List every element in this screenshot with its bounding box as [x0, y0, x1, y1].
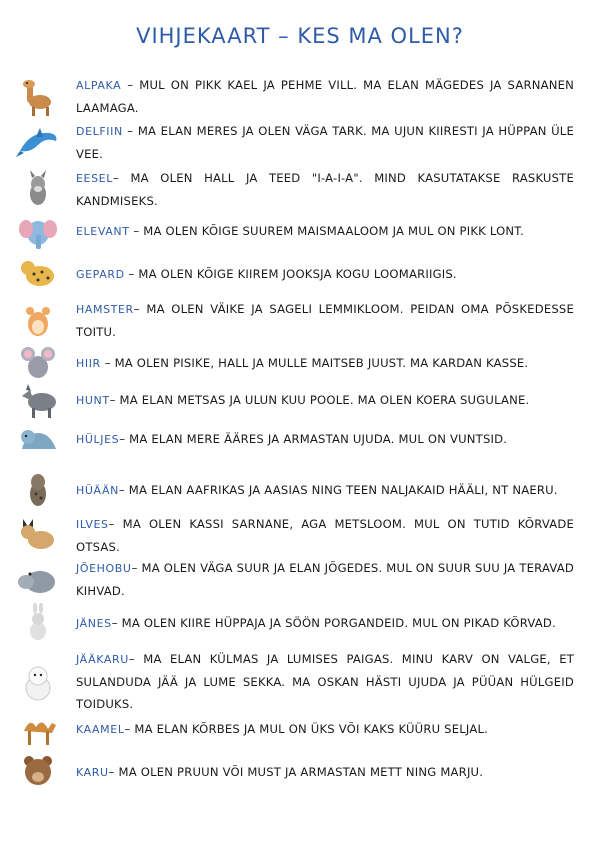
- dolphin-icon: [14, 123, 62, 163]
- animal-name: JÄÄKARU: [76, 653, 129, 666]
- entry-delfiin: [14, 120, 574, 165]
- animal-clue: – MA OLEN KÕIGE SUUREM MAISMAALOOM JA MUL ON PIKK LONT.: [129, 223, 525, 238]
- hyena-icon: [14, 470, 62, 510]
- cheetah-icon: [14, 254, 62, 294]
- animal-name: ALPAKA: [76, 79, 122, 92]
- entry-hiir: [14, 343, 574, 383]
- animal-name: JÄNES: [76, 616, 112, 630]
- bear-icon: [14, 752, 62, 792]
- donkey-icon: [14, 170, 62, 210]
- animal-clue: – MA OLEN KIIRE HÜPPAJA JA SÖÖN PORGANDEID. MUL ON PIKAD KÕRVAD.: [111, 615, 556, 630]
- entry-jänes: [14, 603, 574, 643]
- animal-clue: – MA OLEN VÄIKE JA SAGELI LEMMIKLOOM. PEIDAN OMA PÕSKEDESSE TOITU.: [76, 302, 574, 339]
- entry-ilves: [14, 513, 574, 558]
- elephant-icon: [14, 211, 62, 251]
- entry-alpaka: [14, 74, 574, 119]
- animal-name: EESEL: [76, 172, 113, 185]
- animal-clue: – MA OLEN PISIKE, HALL JA MULLE MAITSEB JUUST. MA KARDAN KASSE.: [100, 355, 529, 370]
- entry-jääkaru: [14, 648, 574, 715]
- entry-eesel: [14, 167, 574, 212]
- animal-clue: – MA OLEN PRUUN VÕI MUST JA ARMASTAN METT NING MARJU.: [108, 764, 484, 779]
- page-title: VIHJEKAART – KES MA OLEN?: [136, 24, 464, 48]
- animal-clue: – MA OLEN KASSI SARNANE, AGA METSLOOM. MUL ON TUTID KÕRVADE OTSAS.: [76, 517, 574, 554]
- animal-name: HAMSTER: [76, 303, 134, 316]
- entry-hunt: [14, 380, 574, 420]
- mouse-icon: [14, 343, 62, 383]
- animal-name: HIIR: [76, 356, 101, 370]
- entry-hüään: [14, 470, 574, 510]
- hare-icon: [14, 603, 62, 643]
- camel-icon: [14, 709, 62, 749]
- animal-clue: – MA OLEN HALL JA TEED "I-A-I-A". MIND KASUTATAKSE RASKUSTE KANDMISEKS.: [76, 171, 574, 208]
- entry-hüljes: [14, 419, 574, 459]
- animal-clue: – MA ELAN MERES JA OLEN VÄGA TARK. MA UJUN KIIRESTI JA HÜPPAN ÜLE VEE.: [76, 124, 574, 161]
- wolf-icon: [14, 380, 62, 420]
- entry-jõehobu: [14, 557, 574, 602]
- animal-name: DELFIIN: [76, 125, 123, 138]
- entry-gepard: [14, 254, 574, 294]
- animal-clue: – MA ELAN MERE ÄÄRES JA ARMASTAN UJUDA. MUL ON VUNTSID.: [119, 431, 508, 446]
- animal-clue: – MA ELAN KÕRBES JA MUL ON ÜKS VÕI KAKS KÜÜRU SELJAL.: [124, 721, 489, 736]
- animal-clue: – MA ELAN AAFRIKAS JA AASIAS NING TEEN NALJAKAID HÄÄLI, NT NAERU.: [118, 482, 558, 497]
- animal-name: ILVES: [76, 518, 109, 531]
- hamster-icon: [14, 301, 62, 341]
- animal-name: KARU: [76, 765, 109, 779]
- animal-name: ELEVANT: [76, 224, 130, 238]
- polar-bear-icon: [14, 662, 62, 702]
- hippo-icon: [14, 560, 62, 600]
- animal-name: KAAMEL: [76, 722, 125, 736]
- animal-clue: – MA ELAN KÜLMAS JA LUMISES PAIGAS. MINU KARV ON VALGE, ET SULANDUDA JÄÄ JA LUME SEKKA. MA OSKAN HÄSTI UJUDA JA PÜÜAN HÜLGEID TOIDUKS.: [76, 652, 574, 711]
- animal-clue: – MA OLEN KÕIGE KIIREM JOOKSJA KOGU LOOMARIIGIS.: [124, 266, 457, 281]
- animal-clue: – MUL ON PIKK KAEL JA PEHME VILL. MA ELAN MÄGEDES JA SARNANEN LAAMAGA.: [76, 78, 574, 115]
- entry-hamster: [14, 298, 574, 343]
- lynx-icon: [14, 516, 62, 556]
- animal-name: GEPARD: [76, 267, 125, 281]
- animal-name: HÜÄÄN: [76, 483, 119, 497]
- animal-clue: – MA OLEN VÄGA SUUR JA ELAN JÕGEDES. MUL ON SUUR SUU JA TERAVAD KIHVAD.: [76, 561, 574, 598]
- entry-karu: [14, 752, 574, 792]
- entry-kaamel: [14, 709, 574, 749]
- animal-name: JÕEHOBU: [76, 562, 132, 575]
- alpaca-icon: [14, 77, 62, 117]
- entry-elevant: [14, 211, 574, 251]
- animal-name: HÜLJES: [76, 432, 120, 446]
- seal-icon: [14, 419, 62, 459]
- animal-name: HUNT: [76, 393, 110, 407]
- animal-clue: – MA ELAN METSAS JA ULUN KUU POOLE. MA OLEN KOERA SUGULANE.: [109, 392, 530, 407]
